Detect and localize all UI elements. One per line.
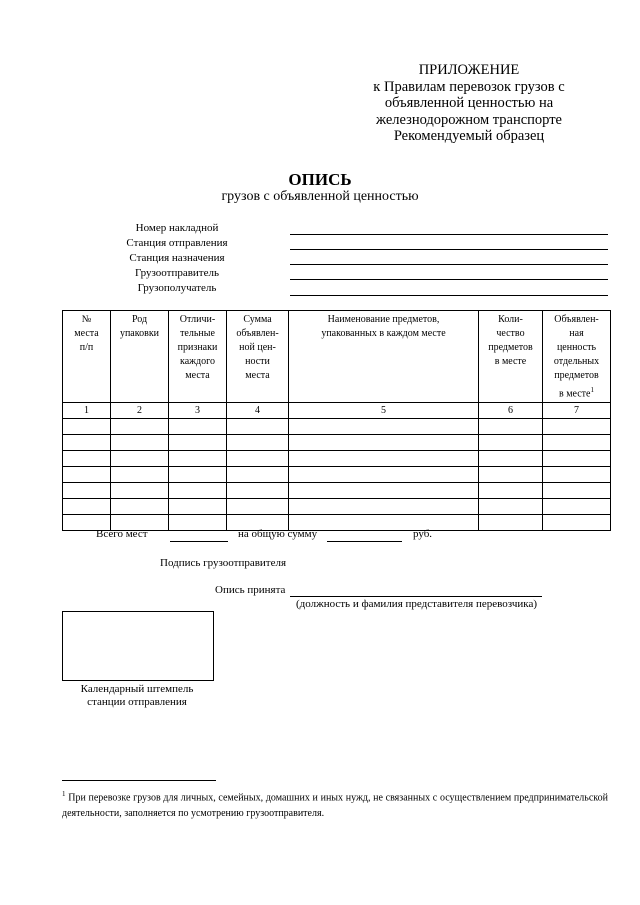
consignee-line[interactable] bbox=[290, 295, 608, 296]
total-places-label: Всего мест bbox=[96, 528, 148, 540]
column-number: 5 bbox=[289, 403, 479, 419]
calendar-stamp-box[interactable] bbox=[62, 611, 214, 681]
shipper-line[interactable] bbox=[290, 279, 608, 280]
appendix-line-3: объявленной ценностью на bbox=[384, 95, 554, 111]
header-distinctive-marks: Отличи- тельные признаки каждого места bbox=[169, 311, 227, 403]
table-header-row bbox=[63, 311, 611, 403]
shipper-signature-label: Подпись грузоотправителя bbox=[160, 557, 287, 569]
total-sum-line[interactable] bbox=[327, 541, 402, 542]
column-number: 3 bbox=[169, 403, 227, 419]
appendix-header bbox=[344, 62, 594, 145]
table-row[interactable] bbox=[63, 435, 611, 451]
column-number: 6 bbox=[479, 403, 543, 419]
accepted-line[interactable] bbox=[290, 596, 542, 597]
appendix-line-5: Рекомендуемый образец bbox=[393, 128, 545, 144]
table-row[interactable] bbox=[63, 499, 611, 515]
footnote-text: При перевозке грузов для личных, семейных, домашних и иных нужд, не связанных с осуществлением предпринимательской деятельности, заполняется по усмотрению грузоотправителя. bbox=[62, 792, 608, 820]
stamp-caption-line-1: Календарный штемпель bbox=[80, 683, 194, 695]
departure-line[interactable] bbox=[290, 249, 608, 250]
total-places-line[interactable] bbox=[170, 541, 228, 542]
total-sum-label: на общую сумму bbox=[238, 528, 318, 540]
waybill-line[interactable] bbox=[290, 234, 608, 235]
header-package-type: Род упаковки bbox=[111, 311, 169, 403]
table-row[interactable] bbox=[63, 467, 611, 483]
header-place-number: № места п/п bbox=[63, 311, 111, 403]
stamp-caption-line-2: станции отправления bbox=[87, 696, 187, 708]
column-number: 1 bbox=[63, 403, 111, 419]
column-number-row bbox=[63, 403, 611, 419]
accepted-label: Опись принята bbox=[215, 584, 286, 596]
table-row[interactable] bbox=[63, 451, 611, 467]
appendix-line-2: к Правилам перевозок грузов с bbox=[373, 78, 565, 95]
header-item-names: Наименование предметов, упакованных в каждом месте bbox=[289, 311, 479, 403]
inventory-table bbox=[62, 310, 611, 531]
table-row[interactable] bbox=[63, 483, 611, 499]
destination-label: Станция назначения bbox=[129, 252, 225, 264]
header-item-value: Объявлен- ная ценность отдельных предметов в месте$^1$ bbox=[543, 311, 611, 403]
appendix-title: ПРИЛОЖЕНИЕ bbox=[418, 62, 520, 78]
waybill-label: Номер накладной bbox=[135, 222, 219, 234]
footnote-number: 1 bbox=[62, 790, 66, 798]
accepted-caption: (должность и фамилия представителя перевозчика) bbox=[296, 598, 538, 610]
consignee-label: Грузополучатель bbox=[137, 282, 217, 294]
currency-label: руб. bbox=[413, 528, 433, 540]
document-title: ОПИСЬ bbox=[288, 170, 352, 189]
header-item-quantity: Коли- чество предметов в месте bbox=[479, 311, 543, 403]
stamp-caption bbox=[62, 683, 212, 709]
column-number: 7 bbox=[543, 403, 611, 419]
footnote bbox=[62, 786, 608, 822]
column-number: 2 bbox=[111, 403, 169, 419]
appendix-line-4: железнодорожном транспорте bbox=[376, 111, 562, 128]
header-declared-sum: Сумма объявлен- ной цен- ности места bbox=[227, 311, 289, 403]
document-subtitle: грузов с объявленной ценностью bbox=[221, 189, 419, 204]
shipper-label: Грузоотправитель bbox=[134, 267, 219, 279]
footnote-mark: 1 bbox=[590, 386, 594, 394]
footnote-separator bbox=[62, 780, 216, 781]
table-row[interactable] bbox=[63, 419, 611, 435]
departure-label: Станция отправления bbox=[126, 237, 228, 249]
destination-line[interactable] bbox=[290, 264, 608, 265]
column-number: 4 bbox=[227, 403, 289, 419]
